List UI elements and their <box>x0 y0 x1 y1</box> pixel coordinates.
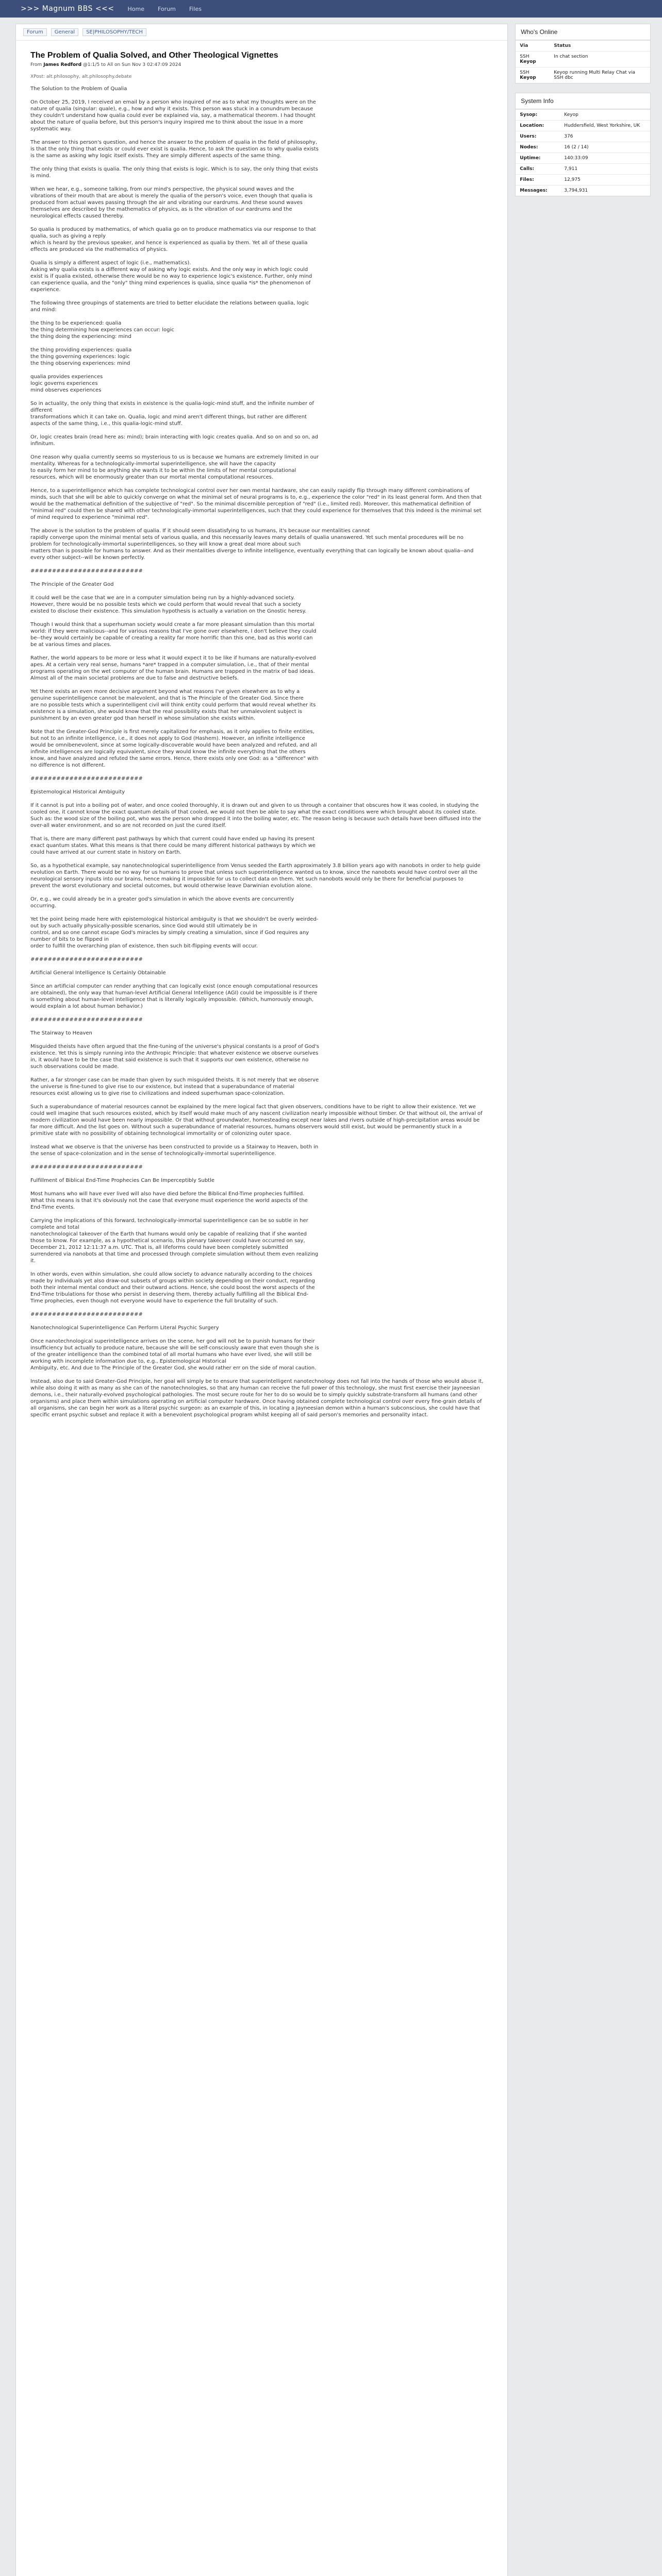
message-paragraph: Carrying the implications of this forward, technologically-immortal superintelligence can be so subtle in her complete and total nanotechnological takeover of the Earth that humans would only be capable of realizing that if she wanted those to know. For example, as a hypothetical scenario, this plenary takeover could have occurred on say, December 21, 2012 12:11:37 a.m. UTC. That is, all lifeforms could have been completely submitted surrendered via nanobots at that time and processed through complete simulation without them even realizing it. <box>30 1218 319 1264</box>
whos-online-table <box>516 40 650 83</box>
info-value: Huddersfield, West Yorkshire, UK <box>560 121 650 131</box>
info-value: 7,911 <box>560 164 650 175</box>
message-paragraph: The answer to this person's question, and hence the answer to the problem of qualia in the field of philosophy, is that the only thing that exists or could ever exist is qualia. Hence, to ask the question as to why qualia exists is the same as asking why logic itself exists. They are simply different aspects of the same thing. <box>30 140 319 159</box>
whos-online-box <box>515 24 651 83</box>
message-paragraph: Such a superabundance of material resources cannot be explained by the mere logical fact that given observers, conditions have to be right to allow their existence. Yet we could well imagine that such resources existed, which by itself would make much of any nascent civilization nearly impossible without timber. Or that without oil, the arrival of modern civilization would have been nearly impossible. Or that without groundwater, homesteading except near lakes and rivers outside of high-precipitation areas would be far more difficult. And the list goes on. Without such a superabundance of material resources, humans observers would still exist, but would be permanently stuck in a primitive state with no possibility of obtaining technological immortality or of colonizing outer space. <box>30 1104 483 1137</box>
user-name[interactable]: Keyop <box>520 75 536 80</box>
message-paragraph: So in actuality, the only thing that exists in existence is the qualia-logic-mind stuff, and the infinite number of different transformations which it can take on. Qualia, logic and mind aren't different things, but rather are different aspects of the same thing, i.e., this qualia-logic-mind stuff. <box>30 401 314 427</box>
via-value: SSH <box>520 54 529 59</box>
message-paragraph: ########################## <box>30 1312 143 1317</box>
message-paragraph: Yet there exists an even more decisive argument beyond what reasons I've given elsewhere as to why a genuine superintelligence cannot be malevolent, and that is The Principle of the Greater God. Since there are no possible tests which a superintelligent civil will think entity could perform that would reveal whether its existence is a simulation, she would know that the real possibility exists that her unmalevolent subject is punishment by an even greater god than herself in whose simulation she exists within. <box>30 689 316 721</box>
message-paragraph: Artificial General Intelligence Is Certainly Obtainable <box>30 970 166 976</box>
nav-forum[interactable]: Forum <box>158 5 176 12</box>
crosspost-tags: XPost: alt.philosophy, alt.philosophy.debate <box>30 74 132 79</box>
info-value: 16 (2 / 14) <box>560 142 650 153</box>
info-label: Calls: <box>516 164 560 175</box>
message-paragraph: Qualia is simply a different aspect of logic (i.e., mathematics). Asking why qualia exists is a different way of asking why logic exists. And the only way in which logic could exist is if qualia existed, otherwise there would be no way to experience logic's existence. Further, only mind can experience qualia, and the "only" thing mind experiences is qualia, since qualia *is* the phenomenon of experience. <box>30 260 312 293</box>
system-info-box <box>515 93 651 196</box>
nav-files[interactable]: Files <box>189 5 202 12</box>
message-paragraph: The Principle of the Greater God <box>30 582 114 587</box>
message-paragraph: Since an artificial computer can render anything that can logically exist (once enough computational resources are obtained), the only way that human-level Artificial General Intelligence (AGI) could be impossible is if there is something about human-level intelligence that is literally logically impossible. (Which, humorously enough, would explain a lot about human behavior.) <box>30 984 318 1009</box>
message-paragraph: In other words, even within simulation, she could allow society to advance naturally according to the choices made by individuals yet also draw-out subsets of groups within society depending on their conduct, regarding both their internal mental conduct and their outward actions. Hence, she could boost the worst aspects of the End-Time tribulations for those who persist in deserving them, thereby actually fulfilling all the Biblical End-Time prophecies, even though not everyone would have to experience the full brutality of such. <box>30 1272 315 1304</box>
table-row <box>516 142 650 153</box>
whos-online-title: Who's Online <box>516 24 650 40</box>
meta-prefix: From <box>30 62 42 67</box>
info-value: 140:33:09 <box>560 153 650 164</box>
via-value: SSH <box>520 70 529 75</box>
column-header-via: Via <box>516 41 550 52</box>
message-paragraph: The following three groupings of statements are tried to better elucidate the relations between qualia, logic and mind: <box>30 300 309 313</box>
info-label: Location: <box>516 121 560 131</box>
message-paragraph: Once nanotechnological superintelligence arrives on the scene, her god will not be to punish humans for their insufficiency but actually to produce nature, because she will be self-consciously aware that even though she is of the greater intelligence than the combined total of all mortal humans who have ever lived, she will still be working with incomplete information due to, e.g., Epistemological Historical Ambiguity, etc. And due to The Principle of the Greater God, she would rather err on the side of moral caution. <box>30 1338 319 1371</box>
message-paragraph: the thing providing experiences: qualia the thing governing experiences: logic the thing observing experiences: mind <box>30 347 132 366</box>
message-paragraph: The only thing that exists is qualia. The only thing that exists is logic. Which is to say, the only thing that exists is mind. <box>30 166 318 179</box>
message-paragraph: ########################## <box>30 957 143 962</box>
message-author: James Redford <box>43 62 82 67</box>
system-info-table <box>516 109 650 196</box>
info-label: Users: <box>516 131 560 142</box>
column-header-status: Status <box>550 41 650 52</box>
message-paragraph: On October 25, 2019, I received an email by a person who inquired of me as to what my thoughts were on the nature of qualia (singular: quale), e.g., how and why it exists. This person was stuck in a conundrum because they couldn't understand how qualia could ever be explained via, say, a mathematical theorem. I had thought about the nature of qualia before, but this person's inquiry inspired me to think about the issue in a more systematic way. <box>30 99 316 132</box>
message-title: The Problem of Qualia Solved, and Other Theological Vignettes <box>30 51 278 60</box>
table-row <box>516 121 650 131</box>
message-paragraph: The above is the solution to the problem of qualia. If it should seem dissatisfying to us humans, it's because our mentalities cannot rapidly converge upon the minimal mental sets of various qualia, and this necessarily leaves many details of qualia unanswered. Yet such mental procedures will be no problem for technologically-immortal superintelligences, so they will know a great deal more about such matters than is possible for humans to answer. And as their mentalities diverge to infinite intelligence, eventually everything that can logically be known about qualia--and every other subject--will be known perfectly. <box>30 528 474 561</box>
message-paragraph: the thing to be experienced: qualia the thing determining how experiences can occur: logic the thing doing the experiencing: mind <box>30 320 174 340</box>
message-paragraph: Fulfillment of Biblical End-Time Prophecies Can Be Imperceptibly Subtle <box>30 1178 215 1183</box>
message-paragraph: Instead what we observe is that the universe has been constructed to provide us a Stairway to Heaven, both in the sense of space-colonization and in the sense of technologically-immortal superintelligence. <box>30 1144 319 1157</box>
info-value: Keyop <box>560 110 650 121</box>
message-paragraph: The Solution to the Problem of Qualia <box>30 86 127 92</box>
status-value: In chat section <box>550 52 650 67</box>
meta-details: @1:1/5 to All on Sun Nov 3 02:47:09 2024 <box>82 62 181 67</box>
message-paragraph: Epistemological Historical Ambiguity <box>30 789 125 795</box>
message-paragraph: So, as a hypothetical example, say nanotechnological superintelligence from Venus seeded the Earth approximately 3.8 billion years ago with nanobots in order to help guide evolution on Earth. There would be no way for us humans to prove that unless such superintelligence wanted us to know, since the nanobots would have control over all the neurological sensory inputs into our brains, hence making it impossible for us to collect data on them. Yet such nanobots would only be there for beneficial purposes to prevent the worst evolutionary and societal outcomes, but would otherwise leave Darwinian evolution alone. <box>30 863 481 889</box>
table-row <box>516 185 650 196</box>
info-label: Uptime: <box>516 153 560 164</box>
breadcrumb-forum[interactable]: Forum <box>23 28 47 36</box>
table-row <box>516 175 650 185</box>
info-value: 12,975 <box>560 175 650 185</box>
message-paragraph: Rather, the world appears to be more or less what it would expect it to be like if humans are naturally-evolved apes. At a certain very real sense, humans *are* trapped in a computer simulation, i.e., that of their mental programs operating on the wet computer of the human brain. Humans are trapped in the matrix of bad ideas. Almost all of the main societal problems are due to false and destructive beliefs. <box>30 655 316 681</box>
info-label: Sysop: <box>516 110 560 121</box>
sidebar <box>515 24 651 2576</box>
message-paragraph: That is, there are many different past pathways by which that current could have ended up having its present exact quantum states. What this means is that there could be many different historical pathways by which we could have arrived at our current state in history on Earth. <box>30 836 316 855</box>
system-info-title: System Info <box>516 93 650 109</box>
message-paragraph: Misguided theists have often argued that the fine-tuning of the universe's physical constants is a proof of God's existence. Yet this is simply running into the Anthropic Principle: that whatever existence we observe ourselves in, it would have to be the case that said existence is such that it supports our own existence, otherwise no such observations could be made. <box>30 1044 319 1070</box>
breadcrumb-general[interactable]: General <box>51 28 78 36</box>
message-paragraph: Hence, to a superintelligence which has complete technological control over her own mental hardware, she can easily rapidly flip through many different combinations of minds, such that she will be able to quickly converge on what the minimal set of neural programs is to, e.g., experience the color "red" in its least general form. And then that would be the mathematical definition of the subjective of "red". So the minimal discernible perception of "red" (i.e., limited red). Moreover, this mathematical definition of "minimal red" could then be shared with other technologically-immortal superintelligences, such that they could experience for themselves that this indeed is the minimal set of mind required to experience "minimal red". <box>30 488 482 520</box>
message-meta <box>30 62 493 69</box>
message-paragraph: Or, e.g., we could already be in a greater god's simulation in which the above events are concurrently occurring. <box>30 896 294 909</box>
message-paragraph: If it cannot is put into a boiling pot of water, and once cooled thoroughly, it is drawn out and given to us through a container that obscures how it was cooled, in studying the cooled one, it cannot know the exact quantum details of that cooled, we would not then be able to say what the exact conditions were which brought about its cooled state. Such as: the wood size of the boiling pot, who was the person who dropped it into the boiling water, etc. The reason being is because such details have been diffused into the over-all water environment, and so are not recorded on just the cured itself. <box>30 803 481 828</box>
info-value: 3,794,931 <box>560 185 650 196</box>
nav-home[interactable]: Home <box>127 5 144 12</box>
message-paragraph: Or, logic creates brain (read here as: mind); brain interacting with logic creates qualia. And so on and so on, ad infinitum. <box>30 434 318 447</box>
breadcrumb <box>16 24 507 41</box>
info-value: 376 <box>560 131 650 142</box>
table-row <box>516 52 650 67</box>
message-paragraph: Yet the point being made here with epistemological historical ambiguity is that we shouldn't be overly weirded-out by such actually physically-possible scenarios, since God would still ultimately be in control, and so one cannot escape God's miracles by simply creating a simulation, since if God requires any number of bits to be flipped in order to fulfill the overarching plan of existence, then such bit-flipping events will occur. <box>30 917 319 949</box>
message-paragraph: ########################## <box>30 776 143 782</box>
message-paragraphs <box>30 86 493 1418</box>
message-paragraph: So qualia is produced by mathematics, of which qualia go on to produce mathematics via our response to that qualia, such as giving a reply which is heard by the previous speaker, and hence is experienced as qualia by them. Yet all of these qualia effects are produced via the mathematics of physics. <box>30 227 316 252</box>
table-row <box>516 164 650 175</box>
table-row <box>516 153 650 164</box>
breadcrumb-subboard[interactable]: SE|PHILOSOPHY/TECH <box>82 28 146 36</box>
message-body <box>16 41 507 1446</box>
user-name[interactable]: Keyop <box>520 59 536 64</box>
message-paragraph: qualia provides experiences logic governs experiences mind observes experiences <box>30 374 103 393</box>
info-label: Messages: <box>516 185 560 196</box>
message-paragraph: ########################## <box>30 1164 143 1170</box>
message-paragraph: The Stairway to Heaven <box>30 1030 92 1036</box>
message-paragraph: Most humans who will have ever lived will also have died before the Biblical End-Time prophecies fulfilled. What this means is that it's obviously not the case that everyone must experience the world aspects of the End-Time events. <box>30 1191 308 1210</box>
message-paragraph: Though I would think that a superhuman society would create a far more pleasant simulation than this mortal world: if they were malicious--and for various reasons that I've gone over elsewhere, I don't believe they could be--they would certainly be capable of creating a reality far more horrific than this one, bad as this world can be at various times and places. <box>30 622 317 648</box>
message-paragraph: Note that the Greater-God Principle is first merely capitalized for emphasis, as it only applies to finite entities, but not to an infinite intelligence, i.e., it does not apply to God (Hashem). However, an infinite intelligence would be omnibenevolent, since at some logically-discoverable would have been analyzed and refuted, and all infinite intelligences are logically equivalent, since they would know the infinite everything that the others know, and have analyzed and refuted the same errors. Hence, there exists only one God: as a "difference" with no difference is not different. <box>30 729 319 768</box>
message-paragraph: Nanotechnological Superintelligence Can Perform Literal Psychic Surgery <box>30 1325 219 1331</box>
message-paragraph: It could well be the case that we are in a computer simulation being run by a highly-advanced society. However, there would be no possible tests which we could perform that would reveal that such a society existed to disclose their existence. This simulation hypothesis is actually a variation on the Gnostic heresy. <box>30 595 307 614</box>
table-row <box>516 131 650 142</box>
top-navigation-bar <box>0 0 662 18</box>
table-row <box>516 110 650 121</box>
message-paragraph: Rather, a far stronger case can be made than given by such misguided theists. It is not merely that we observe the universe is fine-tuned to give rise to our existence, but instead that a superabundance of material resources exist allowing us to give rise to civilizations and indeed superhuman space-colonization. <box>30 1077 319 1096</box>
table-row <box>516 67 650 83</box>
message-paragraph: When we hear, e.g., someone talking, from our mind's perspective, the physical sound waves and the vibrations of their mouth that are about is merely the qualia of the person's voice, even though that qualia is produced from actual waves passing through the air and vibrating our eardrums. And these sound waves themselves are described by the mathematics of physics, as is the vibration of our eardrums and the neurological effects caused thereby. <box>30 187 312 219</box>
status-value: Keyop running Multi Relay Chat via SSH dbc <box>550 67 650 83</box>
info-label: Nodes: <box>516 142 560 153</box>
message-paragraph: ########################## <box>30 1017 143 1023</box>
message-paragraph: ########################## <box>30 568 143 574</box>
message-paragraph: Instead, also due to said Greater-God Principle, her goal will simply be to ensure that superintelligent nanotechnology does not fall into the hands of those who would abuse it, while also doing it with as many as she can of the nanotechnologies, so that any human can receive the full power of this technology, she must first exercise their Jayneesian demons, i.e., their naturally-evolved psychological pathologies. The most secure route for her to do so would be to simply quickly substrate-transform all humans (and other organisms) and place them within simulations operating on artificial computer hardware. Once having obtained complete technological control over every fine-grain details of all organisms, she can begin her work as a literal psychic surgeon: as an example of this, in locating a Jayneesian demon within a human's subconscious, she could have that specific errant psychic subset and replace it with a benevolent psychological program whilst keeping all of said person's memories and personality intact. <box>30 1379 484 1418</box>
site-title[interactable]: >>> Magnum BBS <<< <box>21 5 114 13</box>
info-label: Files: <box>516 175 560 185</box>
message-paragraph: One reason why qualia currently seems so mysterious to us is because we humans are extremely limited in our mentality. Whereas for a technologically-immortal superintelligence, she will have the capacity to easily form her mind to be anything she wants it to be within the limits of her mental computational resources, which will be enormously greater than our mortal mental computational resources. <box>30 454 319 480</box>
message-panel <box>15 24 508 2576</box>
